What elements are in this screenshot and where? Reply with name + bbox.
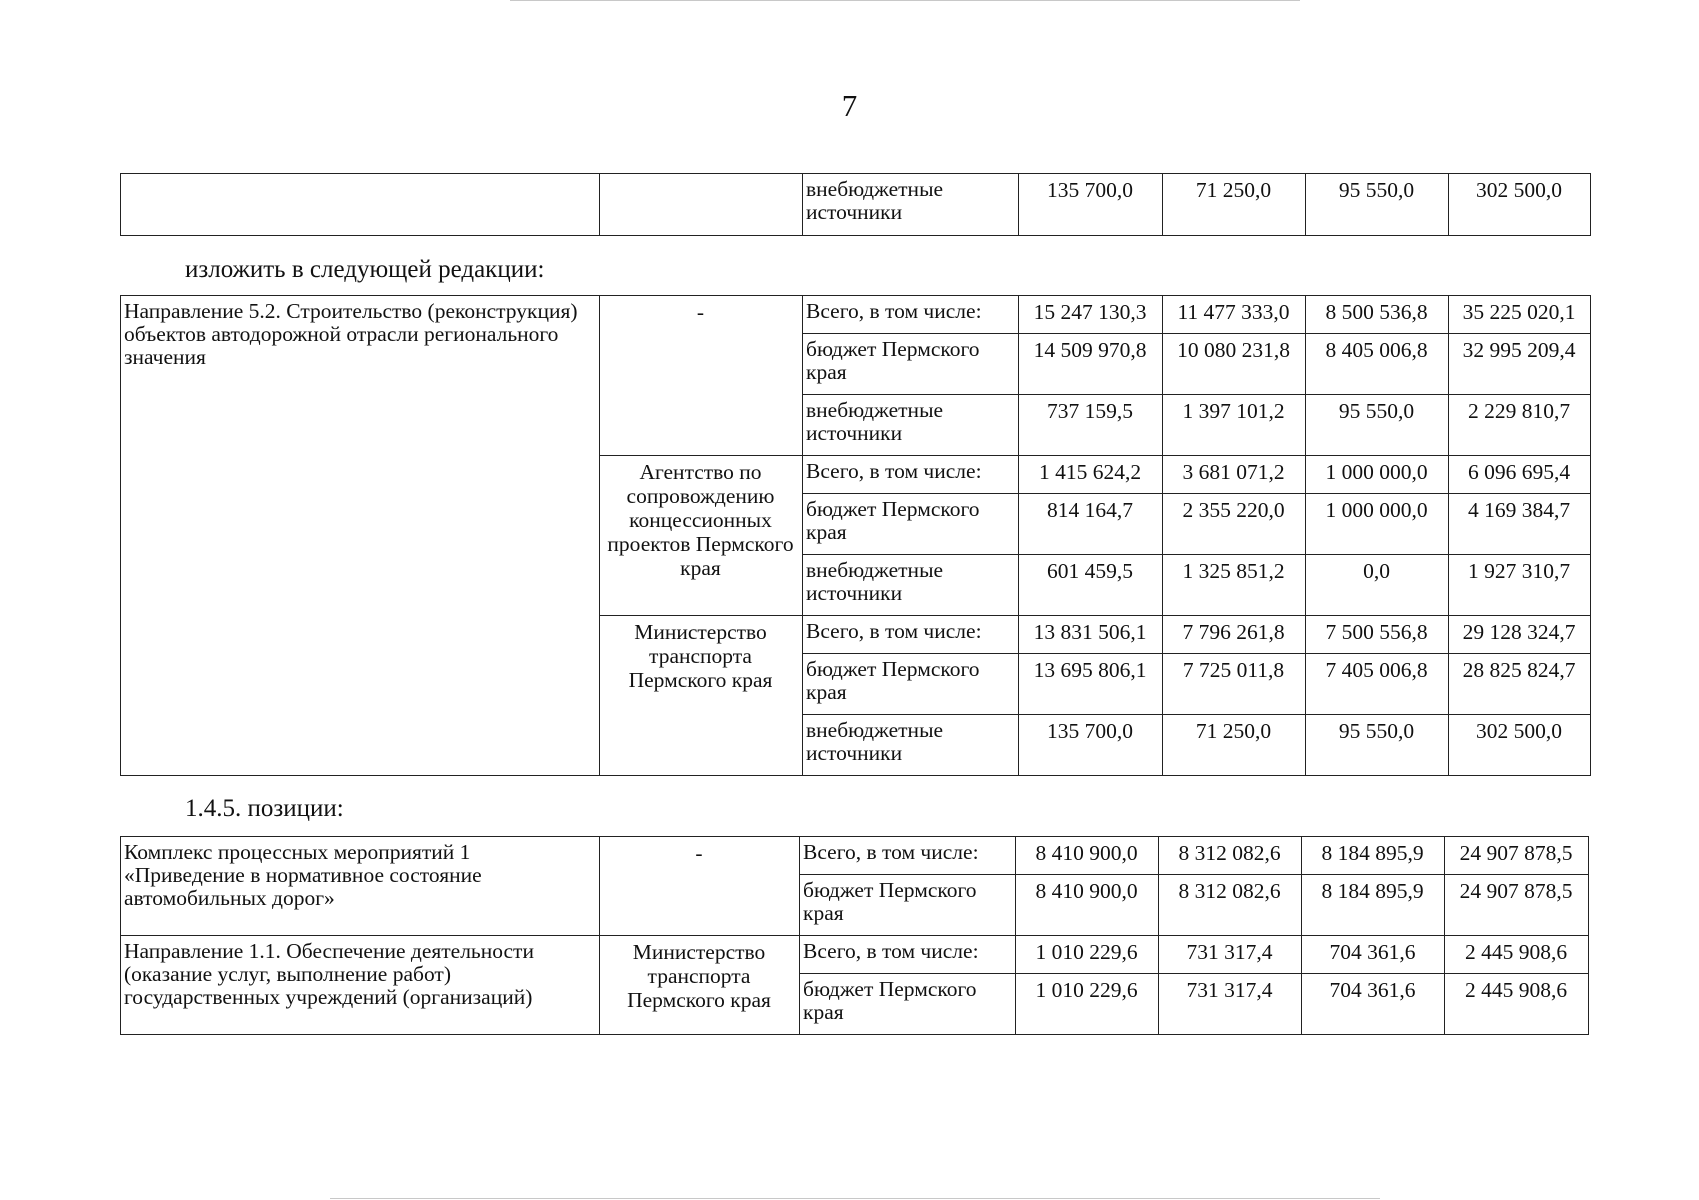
value-cell: 2 355 220,0	[1163, 494, 1306, 555]
value-cell: 14 509 970,8	[1019, 334, 1163, 395]
source-cell: Всего, в том числе:	[800, 936, 1016, 974]
source-cell: Всего, в том числе:	[800, 837, 1016, 875]
value-cell: 7 725 011,8	[1163, 654, 1306, 715]
executor-cell	[600, 174, 803, 236]
direction-name-cell: Направление 1.1. Обеспечение деятельности (оказание услуг, выполнение работ) государственных учреждений (организаций)	[121, 936, 600, 1035]
value-cell: 1 325 851,2	[1163, 555, 1306, 616]
value-cell: 7 796 261,8	[1163, 616, 1306, 654]
source-cell: бюджет Пермского края	[803, 334, 1019, 395]
total-cell: 1 927 310,7	[1449, 555, 1591, 616]
value-cell: 8 405 006,8	[1306, 334, 1449, 395]
instruction-text: изложить в следующей редакции:	[185, 256, 545, 283]
table-row	[121, 174, 1591, 236]
executor-cell: Министерство транспорта Пермского края	[600, 936, 800, 1035]
value-cell: 814 164,7	[1019, 494, 1163, 555]
source-cell: бюджет Пермского края	[800, 875, 1016, 936]
direction-5-2-table	[120, 295, 1591, 776]
continuation-table	[120, 173, 1591, 236]
value-cell: 135 700,0	[1019, 715, 1163, 776]
total-cell: 4 169 384,7	[1449, 494, 1591, 555]
source-cell: внебюджетные источники	[803, 395, 1019, 456]
value-cell: 3 681 071,2	[1163, 456, 1306, 494]
total-cell: 29 128 324,7	[1449, 616, 1591, 654]
source-cell: Всего, в том числе:	[803, 616, 1019, 654]
value-cell: 8 184 895,9	[1302, 837, 1445, 875]
value-cell: 8 410 900,0	[1016, 875, 1159, 936]
value-cell: 10 080 231,8	[1163, 334, 1306, 395]
executor-cell: Агентство по сопровождению концессионных проектов Пермского края	[600, 456, 803, 616]
total-cell: 24 907 878,5	[1445, 837, 1589, 875]
total-cell: 24 907 878,5	[1445, 875, 1589, 936]
executor-cell: Министерство транспорта Пермского края	[600, 616, 803, 776]
total-cell: 32 995 209,4	[1449, 334, 1591, 395]
value-cell: 1 397 101,2	[1163, 395, 1306, 456]
source-cell: бюджет Пермского края	[800, 974, 1016, 1035]
total-cell: 2 445 908,6	[1445, 936, 1589, 974]
value-cell: 8 312 082,6	[1159, 875, 1302, 936]
value-cell: 15 247 130,3	[1019, 296, 1163, 334]
source-cell: Всего, в том числе:	[803, 296, 1019, 334]
source-cell: внебюджетные источники	[803, 715, 1019, 776]
value-cell: 1 000 000,0	[1306, 494, 1449, 555]
scan-artifact-top	[510, 0, 1300, 1]
total-cell: 2 445 908,6	[1445, 974, 1589, 1035]
table-row	[121, 936, 1589, 974]
section-heading: 1.4.5. позиции:	[185, 795, 344, 822]
page-number: 7	[841, 88, 858, 123]
value-cell: 11 477 333,0	[1163, 296, 1306, 334]
value-cell: 7 500 556,8	[1306, 616, 1449, 654]
executor-cell: -	[600, 837, 800, 936]
value-cell: 704 361,6	[1302, 936, 1445, 974]
value-cell: 13 695 806,1	[1019, 654, 1163, 715]
value-cell: 95 550,0	[1306, 395, 1449, 456]
source-cell: бюджет Пермского края	[803, 654, 1019, 715]
complex-name-cell: Комплекс процессных мероприятий 1 «Приведение в нормативное состояние автомобильных дорог»	[121, 837, 600, 936]
value-cell: 135 700,0	[1019, 174, 1163, 236]
value-cell: 0,0	[1306, 555, 1449, 616]
source-cell: Всего, в том числе:	[803, 456, 1019, 494]
value-cell: 1 010 229,6	[1016, 974, 1159, 1035]
value-cell: 71 250,0	[1163, 174, 1306, 236]
value-cell: 95 550,0	[1306, 715, 1449, 776]
value-cell: 7 405 006,8	[1306, 654, 1449, 715]
value-cell: 731 317,4	[1159, 974, 1302, 1035]
value-cell: 1 000 000,0	[1306, 456, 1449, 494]
direction-name-cell: Направление 5.2. Строительство (реконструкция) объектов автодорожной отрасли регионального значения	[121, 296, 600, 776]
value-cell: 1 010 229,6	[1016, 936, 1159, 974]
source-cell: внебюджетные источники	[803, 555, 1019, 616]
value-cell: 71 250,0	[1163, 715, 1306, 776]
value-cell: 1 415 624,2	[1019, 456, 1163, 494]
value-cell: 704 361,6	[1302, 974, 1445, 1035]
name-cell	[121, 174, 600, 236]
total-cell: 2 229 810,7	[1449, 395, 1591, 456]
total-cell: 302 500,0	[1449, 715, 1591, 776]
value-cell: 8 500 536,8	[1306, 296, 1449, 334]
total-cell: 302 500,0	[1449, 174, 1591, 236]
value-cell: 95 550,0	[1306, 174, 1449, 236]
total-cell: 6 096 695,4	[1449, 456, 1591, 494]
scan-artifact-bottom	[330, 1198, 1380, 1199]
value-cell: 13 831 506,1	[1019, 616, 1163, 654]
total-cell: 35 225 020,1	[1449, 296, 1591, 334]
table-row	[121, 837, 1589, 875]
process-complex-table	[120, 836, 1589, 1035]
source-cell: внебюджетные источники	[803, 174, 1019, 236]
value-cell: 8 312 082,6	[1159, 837, 1302, 875]
executor-cell: -	[600, 296, 803, 456]
total-cell: 28 825 824,7	[1449, 654, 1591, 715]
table-row	[121, 296, 1591, 334]
value-cell: 731 317,4	[1159, 936, 1302, 974]
source-cell: бюджет Пермского края	[803, 494, 1019, 555]
value-cell: 737 159,5	[1019, 395, 1163, 456]
value-cell: 601 459,5	[1019, 555, 1163, 616]
value-cell: 8 410 900,0	[1016, 837, 1159, 875]
value-cell: 8 184 895,9	[1302, 875, 1445, 936]
